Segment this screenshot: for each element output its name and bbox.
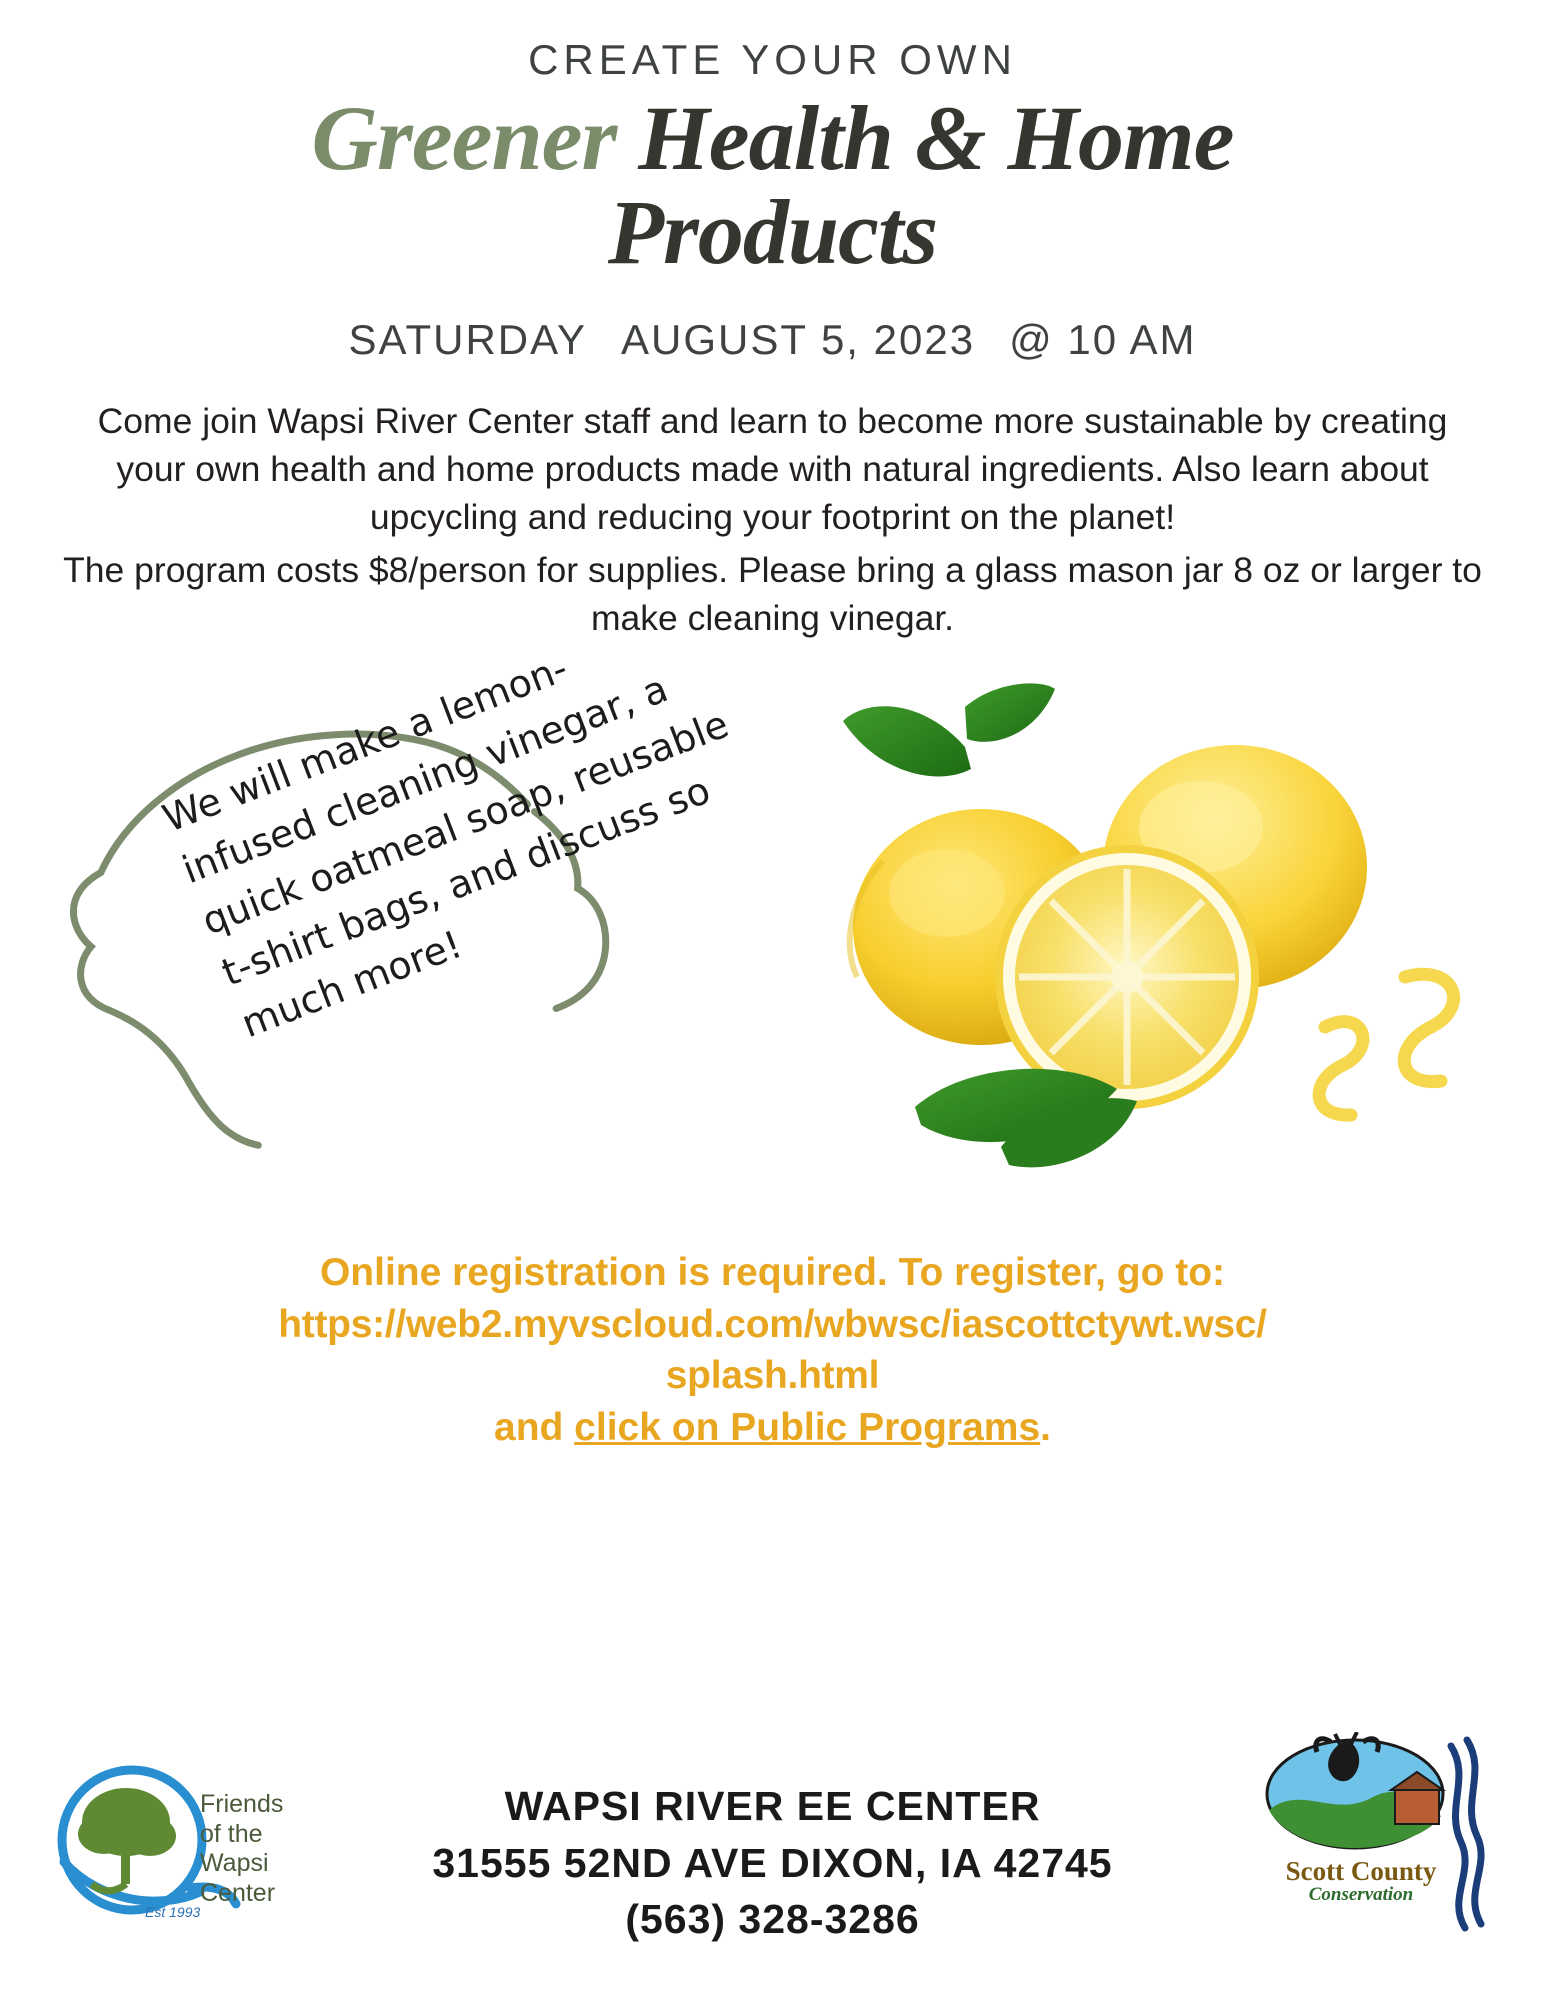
event-time: @ 10 AM — [1009, 315, 1197, 363]
page-title — [0, 87, 1545, 283]
friends-est-text: Est 1993 — [145, 1904, 201, 1920]
footer — [0, 1722, 1545, 1982]
title-rest: Health & Home — [638, 87, 1234, 189]
body-paragraph-1: Come join Wapsi River Center staff and learn to become more sustainable by creating your own health and home products made with natural ingredients. Also learn about upcycling and reducing your footprint on the planet! — [97, 400, 1448, 537]
footer-address: 31555 52ND AVE DIXON, IA 42745 — [432, 1839, 1113, 1886]
public-programs-link[interactable]: click on Public Programs — [574, 1405, 1041, 1449]
event-day: SATURDAY — [348, 315, 588, 363]
friends-line-3: Wapsi Center — [200, 1849, 276, 1907]
scott-county-logo-text — [1261, 1858, 1461, 1904]
middle-section — [0, 646, 1545, 1237]
lemons-photo — [765, 677, 1505, 1197]
registration-url[interactable]: https://web2.myvscloud.com/wbwsc/iascottctywt.wsc/ — [278, 1302, 1267, 1346]
event-date: AUGUST 5, 2023 — [621, 315, 976, 363]
friends-of-wapsi-logo — [40, 1742, 330, 1942]
brace-callout — [60, 646, 760, 1207]
kicker-text: CREATE YOUR OWN — [528, 36, 1017, 83]
scott-county-conservation-logo — [1255, 1732, 1505, 1932]
scott-county-line-2: Conservation — [1308, 1884, 1414, 1905]
footer-phone: (563) 328-3286 — [625, 1896, 920, 1943]
title-word-greener: Greener — [311, 87, 617, 189]
body-paragraph-2: The program costs $8/person for supplies. Please bring a glass mason jar 8 oz or larger to make cleaning vinegar. — [63, 550, 1482, 639]
scott-county-line-1: Scott County — [1285, 1856, 1437, 1886]
friends-line-1: Friends — [200, 1790, 284, 1818]
friends-line-2: of the — [200, 1819, 263, 1848]
footer-org: WAPSI RIVER EE CENTER — [504, 1783, 1041, 1829]
registration-prefix: and — [494, 1405, 575, 1449]
registration-suffix: . — [1040, 1405, 1051, 1449]
registration-line-4 — [73, 1402, 1473, 1453]
registration-line-1: Online registration is required. To register, go to: — [319, 1251, 1226, 1295]
registration-url-2[interactable]: splash.html — [665, 1354, 880, 1398]
footer-contact — [300, 1778, 1245, 1948]
title-line2: Products — [607, 180, 938, 283]
body-copy — [63, 398, 1483, 644]
registration-block — [73, 1247, 1473, 1453]
brace-text: We will make a lemon-infused cleaning vinegar, a quick oatmeal soap, reusable t-shirt bags, and discuss so much more! — [156, 646, 735, 1047]
event-datetime — [0, 316, 1545, 364]
